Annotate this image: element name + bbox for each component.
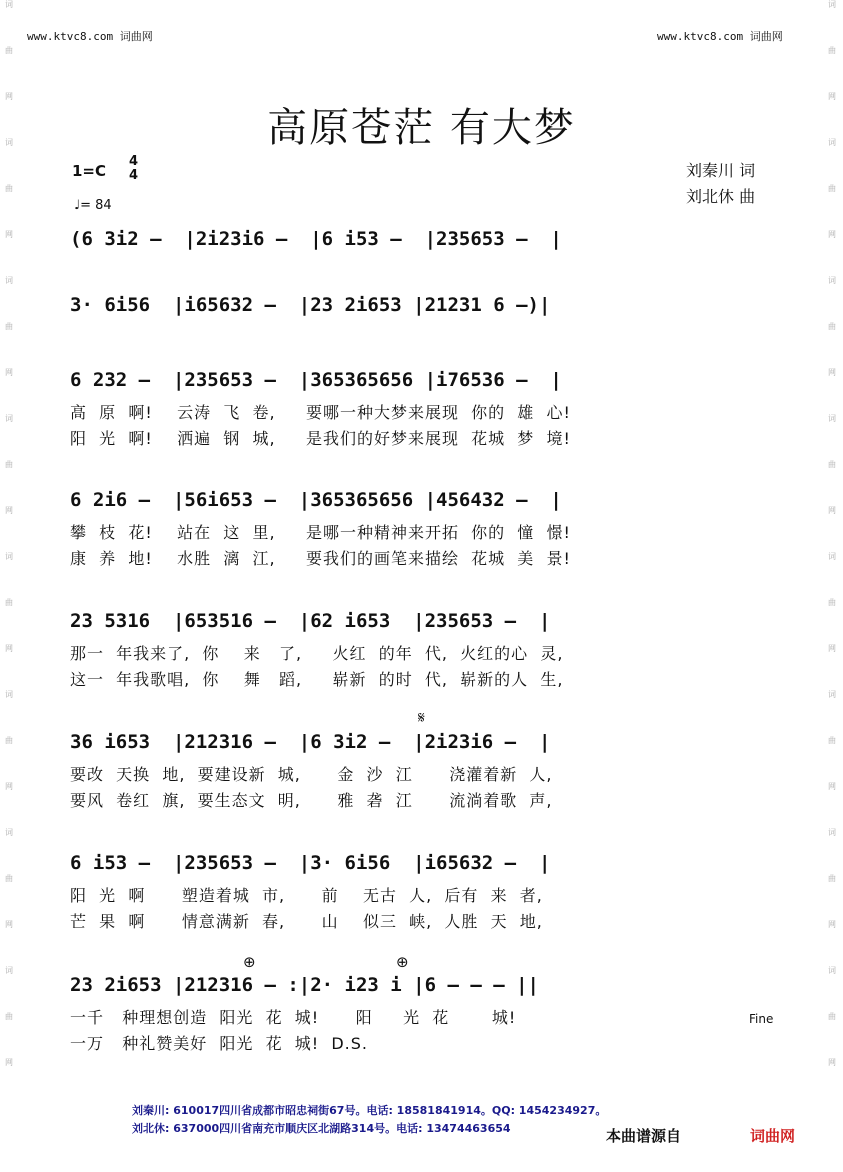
- brand-logo[interactable]: 词曲网: [750, 1127, 796, 1145]
- watermark-glyph: 词: [5, 966, 13, 975]
- time-signature-bottom: 4: [129, 168, 139, 183]
- time-signature: [129, 155, 138, 183]
- watermark-glyph: 曲: [5, 46, 13, 55]
- watermark-glyph: 词: [828, 690, 836, 699]
- watermark-glyph: 网: [828, 230, 836, 239]
- fine-marking: Fine: [749, 1012, 774, 1026]
- watermark-glyph: 网: [828, 368, 836, 377]
- lyric-line-6a: 要改 天换 地, 要建设新 城, 金 沙 江 浇灌着新 人,: [70, 765, 553, 784]
- notation-line-4: 6 2i6 – |56i653 – |365365656 |456432 – |: [70, 489, 562, 511]
- watermark-glyph: 网: [5, 92, 13, 101]
- watermark-glyph: 网: [5, 644, 13, 653]
- watermark-glyph: 词: [828, 966, 836, 975]
- watermark-column-left: [2, 0, 16, 1172]
- watermark-glyph: 网: [5, 782, 13, 791]
- notation-line-1: (6 3i2 – |2i23i6 – |6 i53 – |235653 – |: [70, 228, 562, 250]
- contact-composer: 刘北休: 637000四川省南充市顺庆区北湖路314号。电话: 13474463654: [132, 1122, 511, 1135]
- watermark-glyph: 曲: [828, 874, 836, 883]
- watermark-glyph: 词: [5, 138, 13, 147]
- watermark-glyph: 曲: [5, 184, 13, 193]
- notation-line-5: 23 5316 |653516 – |62 i653 |235653 – |: [70, 610, 551, 632]
- watermark-glyph: 网: [5, 230, 13, 239]
- coda-icon-2: ⊕: [396, 953, 409, 971]
- lyric-line-4b: 康 养 地! 水胜 漓 江, 要我们的画笔来描绘 花城 美 景!: [70, 549, 571, 568]
- lyric-line-3a: 高 原 啊! 云涛 飞 卷, 要哪一种大梦来展现 你的 雄 心!: [70, 403, 571, 422]
- lyric-line-7a: 阳 光 啊 塑造着城 市, 前 无古 人, 后有 来 者,: [70, 886, 543, 905]
- song-title: 高原苍茫 有大梦: [267, 105, 576, 151]
- watermark-glyph: 曲: [828, 322, 836, 331]
- watermark-glyph: 曲: [5, 460, 13, 469]
- watermark-glyph: 曲: [828, 598, 836, 607]
- watermark-glyph: 词: [5, 690, 13, 699]
- watermark-glyph: 网: [828, 782, 836, 791]
- time-signature-top: 4: [129, 154, 139, 169]
- site-header-right[interactable]: www.ktvc8.com 词曲网: [657, 30, 783, 43]
- notation-line-6: 36 i653 |212316 – |6 3i2 – |2i23i6 – |: [70, 731, 551, 753]
- watermark-glyph: 网: [5, 368, 13, 377]
- watermark-glyph: 网: [5, 506, 13, 515]
- watermark-glyph: 词: [5, 414, 13, 423]
- watermark-glyph: 曲: [5, 598, 13, 607]
- watermark-glyph: 网: [5, 920, 13, 929]
- coda-icon: ⊕: [243, 953, 256, 971]
- notation-line-3: 6 232 – |235653 – |365365656 |i76536 – |: [70, 369, 562, 391]
- watermark-glyph: 曲: [828, 460, 836, 469]
- watermark-glyph: 曲: [828, 46, 836, 55]
- watermark-column-right: [825, 0, 839, 1172]
- lyric-line-4a: 攀 枝 花! 站在 这 里, 是哪一种精神来开拓 你的 憧 憬!: [70, 523, 571, 542]
- lyric-line-8a: 一千 种理想创造 阳光 花 城! 阳 光 花 城!: [70, 1008, 517, 1027]
- watermark-glyph: 词: [828, 0, 836, 9]
- watermark-glyph: 曲: [828, 736, 836, 745]
- watermark-glyph: 词: [5, 276, 13, 285]
- watermark-glyph: 网: [828, 506, 836, 515]
- watermark-glyph: 词: [828, 828, 836, 837]
- notation-line-2: 3· 6i56 |i65632 – |23 2i653 |21231 6 –)|: [70, 294, 551, 316]
- watermark-glyph: 词: [5, 552, 13, 561]
- contact-lyricist: 刘秦川: 610017四川省成都市昭忠祠街67号。电话: 18581841914。QQ: 1454234927。: [132, 1104, 607, 1117]
- notation-line-7: 6 i53 – |235653 – |3· 6i56 |i65632 – |: [70, 852, 551, 874]
- lyricist-credit: 刘秦川 词: [686, 161, 756, 180]
- watermark-glyph: 网: [5, 1058, 13, 1067]
- watermark-glyph: 词: [5, 828, 13, 837]
- watermark-glyph: 词: [828, 276, 836, 285]
- watermark-glyph: 词: [5, 0, 13, 9]
- lyric-line-8b: 一万 种礼赞美好 阳光 花 城! D.S.: [70, 1034, 369, 1053]
- source-label: 本曲谱源自: [602, 1125, 685, 1146]
- lyric-line-5b: 这一 年我歌唱, 你 舞 蹈, 崭新 的时 代, 崭新的人 生,: [70, 670, 564, 689]
- lyric-line-6b: 要风 卷红 旗, 要生态文 明, 雅 砻 江 流淌着歌 声,: [70, 791, 553, 810]
- watermark-glyph: 曲: [5, 736, 13, 745]
- watermark-glyph: 曲: [5, 1012, 13, 1021]
- lyric-line-3b: 阳 光 啊! 洒遍 钢 城, 是我们的好梦来展现 花城 梦 境!: [70, 429, 571, 448]
- watermark-glyph: 曲: [828, 184, 836, 193]
- watermark-glyph: 曲: [828, 1012, 836, 1021]
- watermark-glyph: 词: [828, 138, 836, 147]
- lyric-line-5a: 那一 年我来了, 你 来 了, 火红 的年 代, 火红的心 灵,: [70, 644, 564, 663]
- watermark-glyph: 词: [828, 414, 836, 423]
- key-signature: 1=C: [72, 162, 107, 180]
- composer-credit: 刘北休 曲: [686, 187, 756, 206]
- tempo-marking: ♩= 84: [74, 198, 112, 213]
- watermark-glyph: 网: [828, 644, 836, 653]
- watermark-glyph: 曲: [5, 874, 13, 883]
- notation-line-8: 23 2i653 |212316 – :|2· i23 i |6 – – – ||: [70, 974, 539, 996]
- watermark-glyph: 网: [828, 92, 836, 101]
- lyric-line-7b: 芒 果 啊 情意满新 春, 山 似三 峡, 人胜 天 地,: [70, 912, 543, 931]
- watermark-glyph: 词: [828, 552, 836, 561]
- watermark-glyph: 曲: [5, 322, 13, 331]
- watermark-glyph: 网: [828, 920, 836, 929]
- segno-icon: 𝄋: [418, 708, 425, 727]
- site-header-left[interactable]: www.ktvc8.com 词曲网: [27, 30, 153, 43]
- watermark-glyph: 网: [828, 1058, 836, 1067]
